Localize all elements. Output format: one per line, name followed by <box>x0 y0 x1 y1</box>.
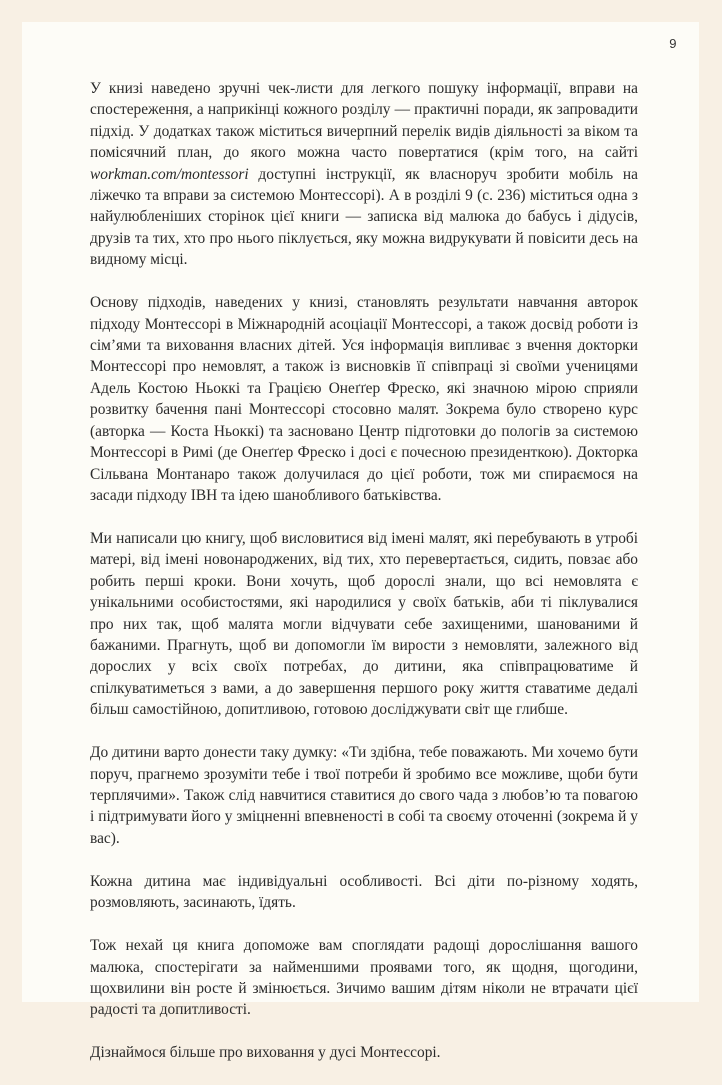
book-page <box>22 22 699 1062</box>
paragraph-checklists-text-start: У книзі наведено зручні чек-листи для легкого пошуку інформації, вправи на спостереження, а наприкінці кожного розділу — практичні поради, як запровадити підхід. У додатках також міститься вичерпний перелік видів діяльності за віком та помісячний план, до якого можна часто повертатися (крім того, на сайті <box>90 80 638 162</box>
paragraph-checklists <box>90 78 638 271</box>
paragraph-checklists-text-end: доступні інструкції, як власноруч зробити мобіль на ліжечко та вправи за системою Монтессорі). А в розділі 9 (с. 236) міститься одна з найулюбленіших сторінок цієї книги — записка від малюка до бабусь і дідусів, друзів та тих, хто про нього піклується, яку можна видрукувати й повісити десь на видному місці. <box>90 165 638 269</box>
page-number: 9 <box>669 36 677 51</box>
paragraph-foundations: Основу підходів, наведених у книзі, становлять результати навчання авторок підходу Монтессорі в Міжнародній асоціації Монтессорі, а також досвід роботи із сім’ями та виховання власних дітей. Уся інформація випливає з вчення докторки Монтессорі про немовлят, а також із висновків її співпраці зі своїми ученицями Адель Костою Ньоккі та Грацією Онеґґер Фреско, які значною мірою сприяли розвитку бачення пані Монтессорі стосовно малят. Зокрема було створено курс (авторка — Коста Ньоккі) та засновано Центр підготовки до пологів за системою Монтессорі в Римі (де Онеґґер Фреско і досі є почесною президенткою). Докторка Сільвана Монтанаро також долучилася до цієї роботи, тож ми спираємося на засади підходу ІВН та ідею шанобливого батьківства. <box>90 294 638 504</box>
paragraph-wish: Тож нехай ця книга допоможе вам споглядати радощі дорослішання вашого малюка, спостерігати за найменшими проявами того, як щодня, щогодини, щохвилини він росте й змінюється. Зичимо вашим дітям ніколи не втрачати цієї радості та допитливості. <box>90 937 638 1019</box>
paragraph-message-to-child: До дитини варто донести таку думку: «Ти здібна, тебе поважають. Ми хочемо бути поруч, прагнемо зрозуміти тебе і твої потреби й зробимо все можливе, щоби бути терплячими». Також слід навчитися ставитися до свого чада з любов’ю та повагою і підтримувати його у зміцненні впевненості в собі та своєму оточенні (зокрема й у вас). <box>90 744 638 847</box>
paragraph-closing: Дізнаймося більше про виховання у дусі Монтессорі. <box>90 1044 441 1062</box>
body-text <box>90 78 638 1085</box>
paragraph-individuality: Кожна дитина має індивідуальні особливості. Всі діти по-різному ходять, розмовляють, засинають, їдять. <box>90 872 638 912</box>
paragraph-purpose: Ми написали цю книгу, щоб висловитися від імені малят, які перебувають в утробі матері, від імені новонароджених, від тих, хто перевертається, сидить, повзає або робить перші кроки. Вони хочуть, щоб дорослі знали, що всі немовлята є унікальними особистостями, які народилися у своїх батьків, аби ті піклувалися про них так, щоб малята могли відчувати себе захищеними, шанованими й бажаними. Прагнуть, щоб ви допомогли їм вирости з немовляти, залежного від дорослих у всіх своїх потребах, до дитини, яка співпрацюватиме й спілкуватиметься з вами, а до завершення першого року життя ставатиме дедалі більш самостійною, допитливою, готовою досліджувати світ ще глибше. <box>90 529 638 719</box>
website-reference: workman.com/montessori <box>90 165 249 183</box>
